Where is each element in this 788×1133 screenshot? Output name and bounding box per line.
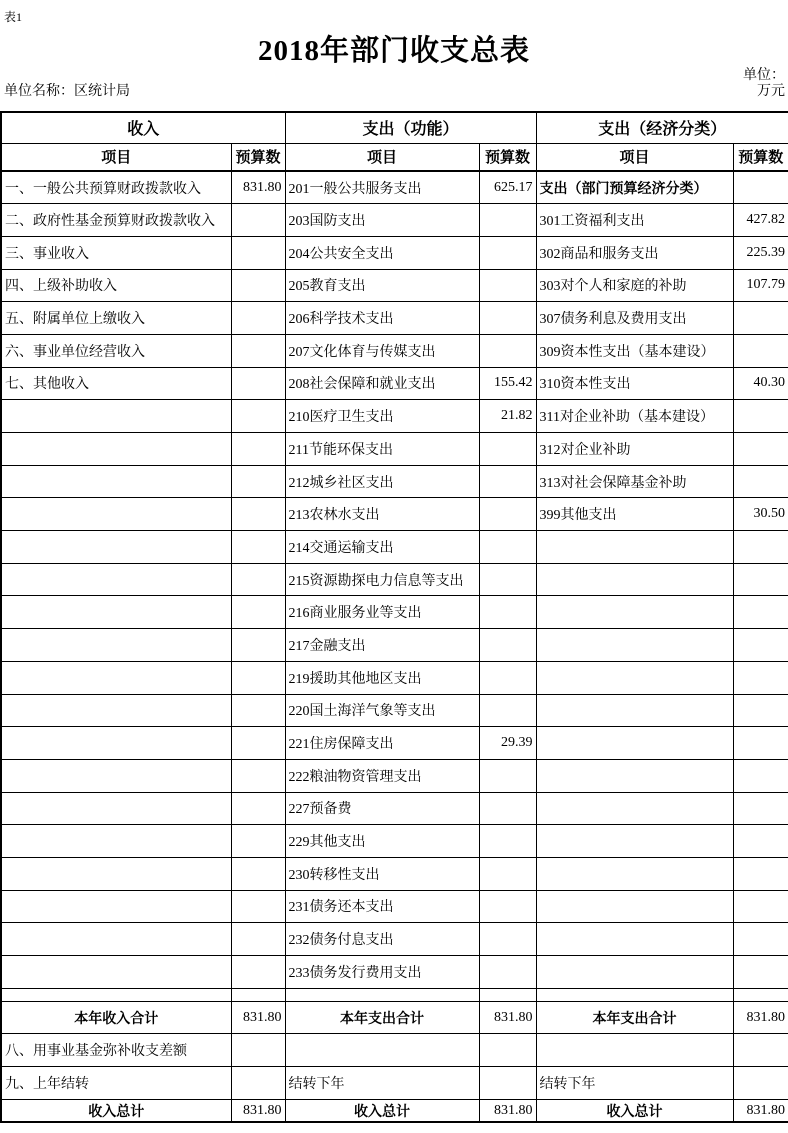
item-cell xyxy=(1,563,231,596)
item-cell: 本年收入合计 xyxy=(1,1001,231,1034)
table-row xyxy=(1,400,788,433)
item-cell xyxy=(536,596,733,629)
table-row xyxy=(1,988,788,1001)
table-row xyxy=(1,236,788,269)
budget-value-cell: 40.30 xyxy=(733,367,788,400)
budget-value-cell xyxy=(733,857,788,890)
table-body xyxy=(1,171,788,1122)
item-header: 项目 xyxy=(1,143,231,171)
item-cell: 214交通运输支出 xyxy=(285,531,479,564)
budget-value-cell xyxy=(479,629,536,662)
budget-value-cell xyxy=(231,400,285,433)
budget-value-cell: 831.80 xyxy=(231,1099,285,1122)
budget-value-cell xyxy=(733,1067,788,1100)
item-cell xyxy=(536,825,733,858)
item-cell xyxy=(536,956,733,989)
item-cell: 233债务发行费用支出 xyxy=(285,956,479,989)
budget-value-cell xyxy=(733,825,788,858)
budget-value-cell xyxy=(231,531,285,564)
item-cell: 结转下年 xyxy=(285,1067,479,1100)
item-cell: 三、事业收入 xyxy=(1,236,231,269)
budget-value-cell xyxy=(733,400,788,433)
table-row xyxy=(1,661,788,694)
budget-header: 预算数 xyxy=(231,143,285,171)
budget-value-cell xyxy=(231,334,285,367)
budget-value-cell xyxy=(231,204,285,237)
budget-header: 预算数 xyxy=(733,143,788,171)
item-cell: 313对社会保障基金补助 xyxy=(536,465,733,498)
budget-value-cell xyxy=(231,890,285,923)
item-cell xyxy=(536,661,733,694)
item-cell: 216商业服务业等支出 xyxy=(285,596,479,629)
budget-value-cell xyxy=(733,596,788,629)
budget-value-cell xyxy=(479,661,536,694)
budget-value-cell xyxy=(479,334,536,367)
budget-value-cell: 21.82 xyxy=(479,400,536,433)
item-cell xyxy=(1,956,231,989)
item-cell xyxy=(536,727,733,760)
item-cell: 201一般公共服务支出 xyxy=(285,171,479,204)
budget-value-cell xyxy=(479,857,536,890)
budget-value-cell xyxy=(479,236,536,269)
budget-value-cell xyxy=(733,759,788,792)
item-cell xyxy=(536,890,733,923)
budget-value-cell xyxy=(231,792,285,825)
budget-value-cell xyxy=(733,302,788,335)
budget-value-cell xyxy=(733,531,788,564)
unit-name-label: 单位名称：区统计局 xyxy=(4,84,130,99)
budget-value-cell xyxy=(231,727,285,760)
item-cell xyxy=(536,759,733,792)
budget-value-cell xyxy=(231,629,285,662)
budget-value-cell xyxy=(479,465,536,498)
budget-value-cell: 30.50 xyxy=(733,498,788,531)
item-cell: 309资本性支出（基本建设） xyxy=(536,334,733,367)
item-cell: 207文化体育与传媒支出 xyxy=(285,334,479,367)
budget-value-cell xyxy=(231,759,285,792)
item-cell: 211节能环保支出 xyxy=(285,433,479,466)
budget-value-cell xyxy=(733,727,788,760)
budget-value-cell: 831.80 xyxy=(231,1001,285,1034)
budget-value-cell xyxy=(733,465,788,498)
budget-value-cell xyxy=(733,988,788,1001)
budget-value-cell xyxy=(733,956,788,989)
table-row xyxy=(1,694,788,727)
budget-value-cell xyxy=(231,498,285,531)
table-row xyxy=(1,563,788,596)
item-cell xyxy=(536,988,733,1001)
budget-value-cell xyxy=(733,1034,788,1067)
budget-value-cell: 831.80 xyxy=(231,171,285,204)
item-cell: 312对企业补助 xyxy=(536,433,733,466)
group-header-row xyxy=(1,112,788,143)
budget-value-cell: 427.82 xyxy=(733,204,788,237)
item-cell xyxy=(536,923,733,956)
item-cell xyxy=(1,988,231,1001)
table-row xyxy=(1,367,788,400)
budget-value-cell xyxy=(479,563,536,596)
table-row xyxy=(1,1099,788,1122)
table-row xyxy=(1,498,788,531)
table-row xyxy=(1,1067,788,1100)
item-cell: 303对个人和家庭的补助 xyxy=(536,269,733,302)
item-cell: 八、用事业基金弥补收支差额 xyxy=(1,1034,231,1067)
item-cell: 一、一般公共预算财政拨款收入 xyxy=(1,171,231,204)
budget-value-cell: 107.79 xyxy=(733,269,788,302)
item-cell xyxy=(285,988,479,1001)
budget-value-cell xyxy=(231,236,285,269)
table-row xyxy=(1,171,788,204)
table-row xyxy=(1,596,788,629)
table-row xyxy=(1,792,788,825)
item-header: 项目 xyxy=(536,143,733,171)
group-header-expenditure-function: 支出（功能） xyxy=(285,112,536,143)
budget-value-cell xyxy=(733,629,788,662)
table-row xyxy=(1,302,788,335)
budget-value-cell xyxy=(479,269,536,302)
budget-value-cell xyxy=(733,171,788,204)
table-row xyxy=(1,890,788,923)
budget-value-cell: 155.42 xyxy=(479,367,536,400)
budget-value-cell xyxy=(231,465,285,498)
budget-value-cell xyxy=(733,923,788,956)
item-cell: 六、事业单位经营收入 xyxy=(1,334,231,367)
budget-value-cell xyxy=(479,204,536,237)
item-cell xyxy=(1,923,231,956)
item-cell xyxy=(536,857,733,890)
item-cell xyxy=(536,629,733,662)
budget-value-cell xyxy=(733,563,788,596)
sub-header-row xyxy=(1,143,788,171)
budget-value-cell xyxy=(479,694,536,727)
budget-value-cell xyxy=(479,596,536,629)
item-cell: 结转下年 xyxy=(536,1067,733,1100)
table-row xyxy=(1,334,788,367)
budget-table xyxy=(0,111,788,1123)
item-cell: 本年支出合计 xyxy=(285,1001,479,1034)
unit-line-2: 万元 xyxy=(757,84,785,99)
table-row xyxy=(1,956,788,989)
budget-value-cell: 831.80 xyxy=(479,1001,536,1034)
table-row xyxy=(1,269,788,302)
item-cell: 307债务利息及费用支出 xyxy=(536,302,733,335)
group-header-income: 收入 xyxy=(1,112,285,143)
table-row xyxy=(1,1001,788,1034)
item-cell: 399其他支出 xyxy=(536,498,733,531)
budget-value-cell xyxy=(231,956,285,989)
item-cell xyxy=(1,400,231,433)
budget-value-cell xyxy=(479,956,536,989)
budget-value-cell xyxy=(733,890,788,923)
budget-value-cell xyxy=(479,531,536,564)
budget-value-cell xyxy=(479,433,536,466)
budget-value-cell: 225.39 xyxy=(733,236,788,269)
budget-value-cell xyxy=(231,694,285,727)
item-cell: 210医疗卫生支出 xyxy=(285,400,479,433)
budget-value-cell xyxy=(479,498,536,531)
item-cell xyxy=(1,498,231,531)
budget-header: 预算数 xyxy=(479,143,536,171)
table-row xyxy=(1,433,788,466)
budget-value-cell: 625.17 xyxy=(479,171,536,204)
item-cell: 215资源勘探电力信息等支出 xyxy=(285,563,479,596)
budget-value-cell xyxy=(231,661,285,694)
item-cell xyxy=(1,531,231,564)
page-title: 2018年部门收支总表 xyxy=(257,35,530,67)
table-row xyxy=(1,923,788,956)
item-cell xyxy=(536,694,733,727)
budget-value-cell xyxy=(733,433,788,466)
budget-value-cell xyxy=(479,759,536,792)
budget-value-cell xyxy=(479,1034,536,1067)
item-cell: 205教育支出 xyxy=(285,269,479,302)
item-cell xyxy=(536,531,733,564)
unit-line-1: 单位： xyxy=(743,68,785,83)
item-cell: 227预备费 xyxy=(285,792,479,825)
item-cell: 212城乡社区支出 xyxy=(285,465,479,498)
item-cell: 222粮油物资管理支出 xyxy=(285,759,479,792)
item-cell xyxy=(1,465,231,498)
sheet-label: 表1 xyxy=(4,10,23,24)
table-row xyxy=(1,1034,788,1067)
item-cell: 本年支出合计 xyxy=(536,1001,733,1034)
budget-value-cell xyxy=(479,1067,536,1100)
budget-value-cell xyxy=(231,563,285,596)
item-cell: 310资本性支出 xyxy=(536,367,733,400)
budget-value-cell xyxy=(231,988,285,1001)
budget-value-cell xyxy=(231,367,285,400)
item-cell: 221住房保障支出 xyxy=(285,727,479,760)
item-cell: 二、政府性基金预算财政拨款收入 xyxy=(1,204,231,237)
item-cell: 219援助其他地区支出 xyxy=(285,661,479,694)
item-cell: 217金融支出 xyxy=(285,629,479,662)
budget-value-cell xyxy=(733,334,788,367)
item-cell: 208社会保障和就业支出 xyxy=(285,367,479,400)
item-cell: 收入总计 xyxy=(285,1099,479,1122)
item-cell: 五、附属单位上缴收入 xyxy=(1,302,231,335)
item-cell: 203国防支出 xyxy=(285,204,479,237)
item-cell: 四、上级补助收入 xyxy=(1,269,231,302)
item-cell: 九、上年结转 xyxy=(1,1067,231,1100)
budget-value-cell xyxy=(479,890,536,923)
budget-value-cell xyxy=(231,596,285,629)
budget-value-cell xyxy=(231,825,285,858)
item-cell xyxy=(1,727,231,760)
item-cell xyxy=(1,596,231,629)
item-cell: 311对企业补助（基本建设） xyxy=(536,400,733,433)
budget-value-cell xyxy=(733,792,788,825)
item-cell xyxy=(1,759,231,792)
table-row xyxy=(1,825,788,858)
budget-value-cell xyxy=(479,792,536,825)
item-header: 项目 xyxy=(285,143,479,171)
item-cell xyxy=(1,694,231,727)
budget-value-cell xyxy=(231,269,285,302)
table-row xyxy=(1,727,788,760)
item-cell: 230转移性支出 xyxy=(285,857,479,890)
item-cell xyxy=(1,857,231,890)
item-cell: 支出（部门预算经济分类） xyxy=(536,171,733,204)
item-cell xyxy=(1,661,231,694)
budget-value-cell: 831.80 xyxy=(733,1001,788,1034)
budget-value-cell xyxy=(733,661,788,694)
item-cell xyxy=(285,1034,479,1067)
item-cell: 206科学技术支出 xyxy=(285,302,479,335)
item-cell xyxy=(1,890,231,923)
table-row xyxy=(1,857,788,890)
budget-value-cell xyxy=(479,988,536,1001)
table-row xyxy=(1,531,788,564)
table-row xyxy=(1,465,788,498)
item-cell: 229其他支出 xyxy=(285,825,479,858)
budget-value-cell xyxy=(231,1067,285,1100)
item-cell: 301工资福利支出 xyxy=(536,204,733,237)
table-row xyxy=(1,204,788,237)
budget-value-cell xyxy=(479,302,536,335)
item-cell: 收入总计 xyxy=(536,1099,733,1122)
item-cell xyxy=(536,1034,733,1067)
item-cell: 220国土海洋气象等支出 xyxy=(285,694,479,727)
budget-value-cell: 29.39 xyxy=(479,727,536,760)
item-cell: 收入总计 xyxy=(1,1099,231,1122)
item-cell xyxy=(1,792,231,825)
item-cell: 232债务付息支出 xyxy=(285,923,479,956)
table-row xyxy=(1,759,788,792)
budget-value-cell xyxy=(231,433,285,466)
item-cell xyxy=(536,792,733,825)
unit-of-measure-label xyxy=(743,68,785,100)
budget-value-cell xyxy=(231,857,285,890)
budget-value-cell xyxy=(231,1034,285,1067)
item-cell xyxy=(1,825,231,858)
budget-value-cell: 831.80 xyxy=(479,1099,536,1122)
item-cell: 302商品和服务支出 xyxy=(536,236,733,269)
item-cell xyxy=(536,563,733,596)
budget-value-cell xyxy=(733,694,788,727)
item-cell xyxy=(1,433,231,466)
table-row xyxy=(1,629,788,662)
item-cell xyxy=(1,629,231,662)
budget-value-cell xyxy=(479,923,536,956)
item-cell: 七、其他收入 xyxy=(1,367,231,400)
budget-value-cell xyxy=(479,825,536,858)
budget-value-cell xyxy=(231,923,285,956)
budget-value-cell xyxy=(231,302,285,335)
item-cell: 231债务还本支出 xyxy=(285,890,479,923)
group-header-expenditure-economic: 支出（经济分类） xyxy=(536,112,788,143)
item-cell: 213农林水支出 xyxy=(285,498,479,531)
budget-value-cell: 831.80 xyxy=(733,1099,788,1122)
item-cell: 204公共安全支出 xyxy=(285,236,479,269)
